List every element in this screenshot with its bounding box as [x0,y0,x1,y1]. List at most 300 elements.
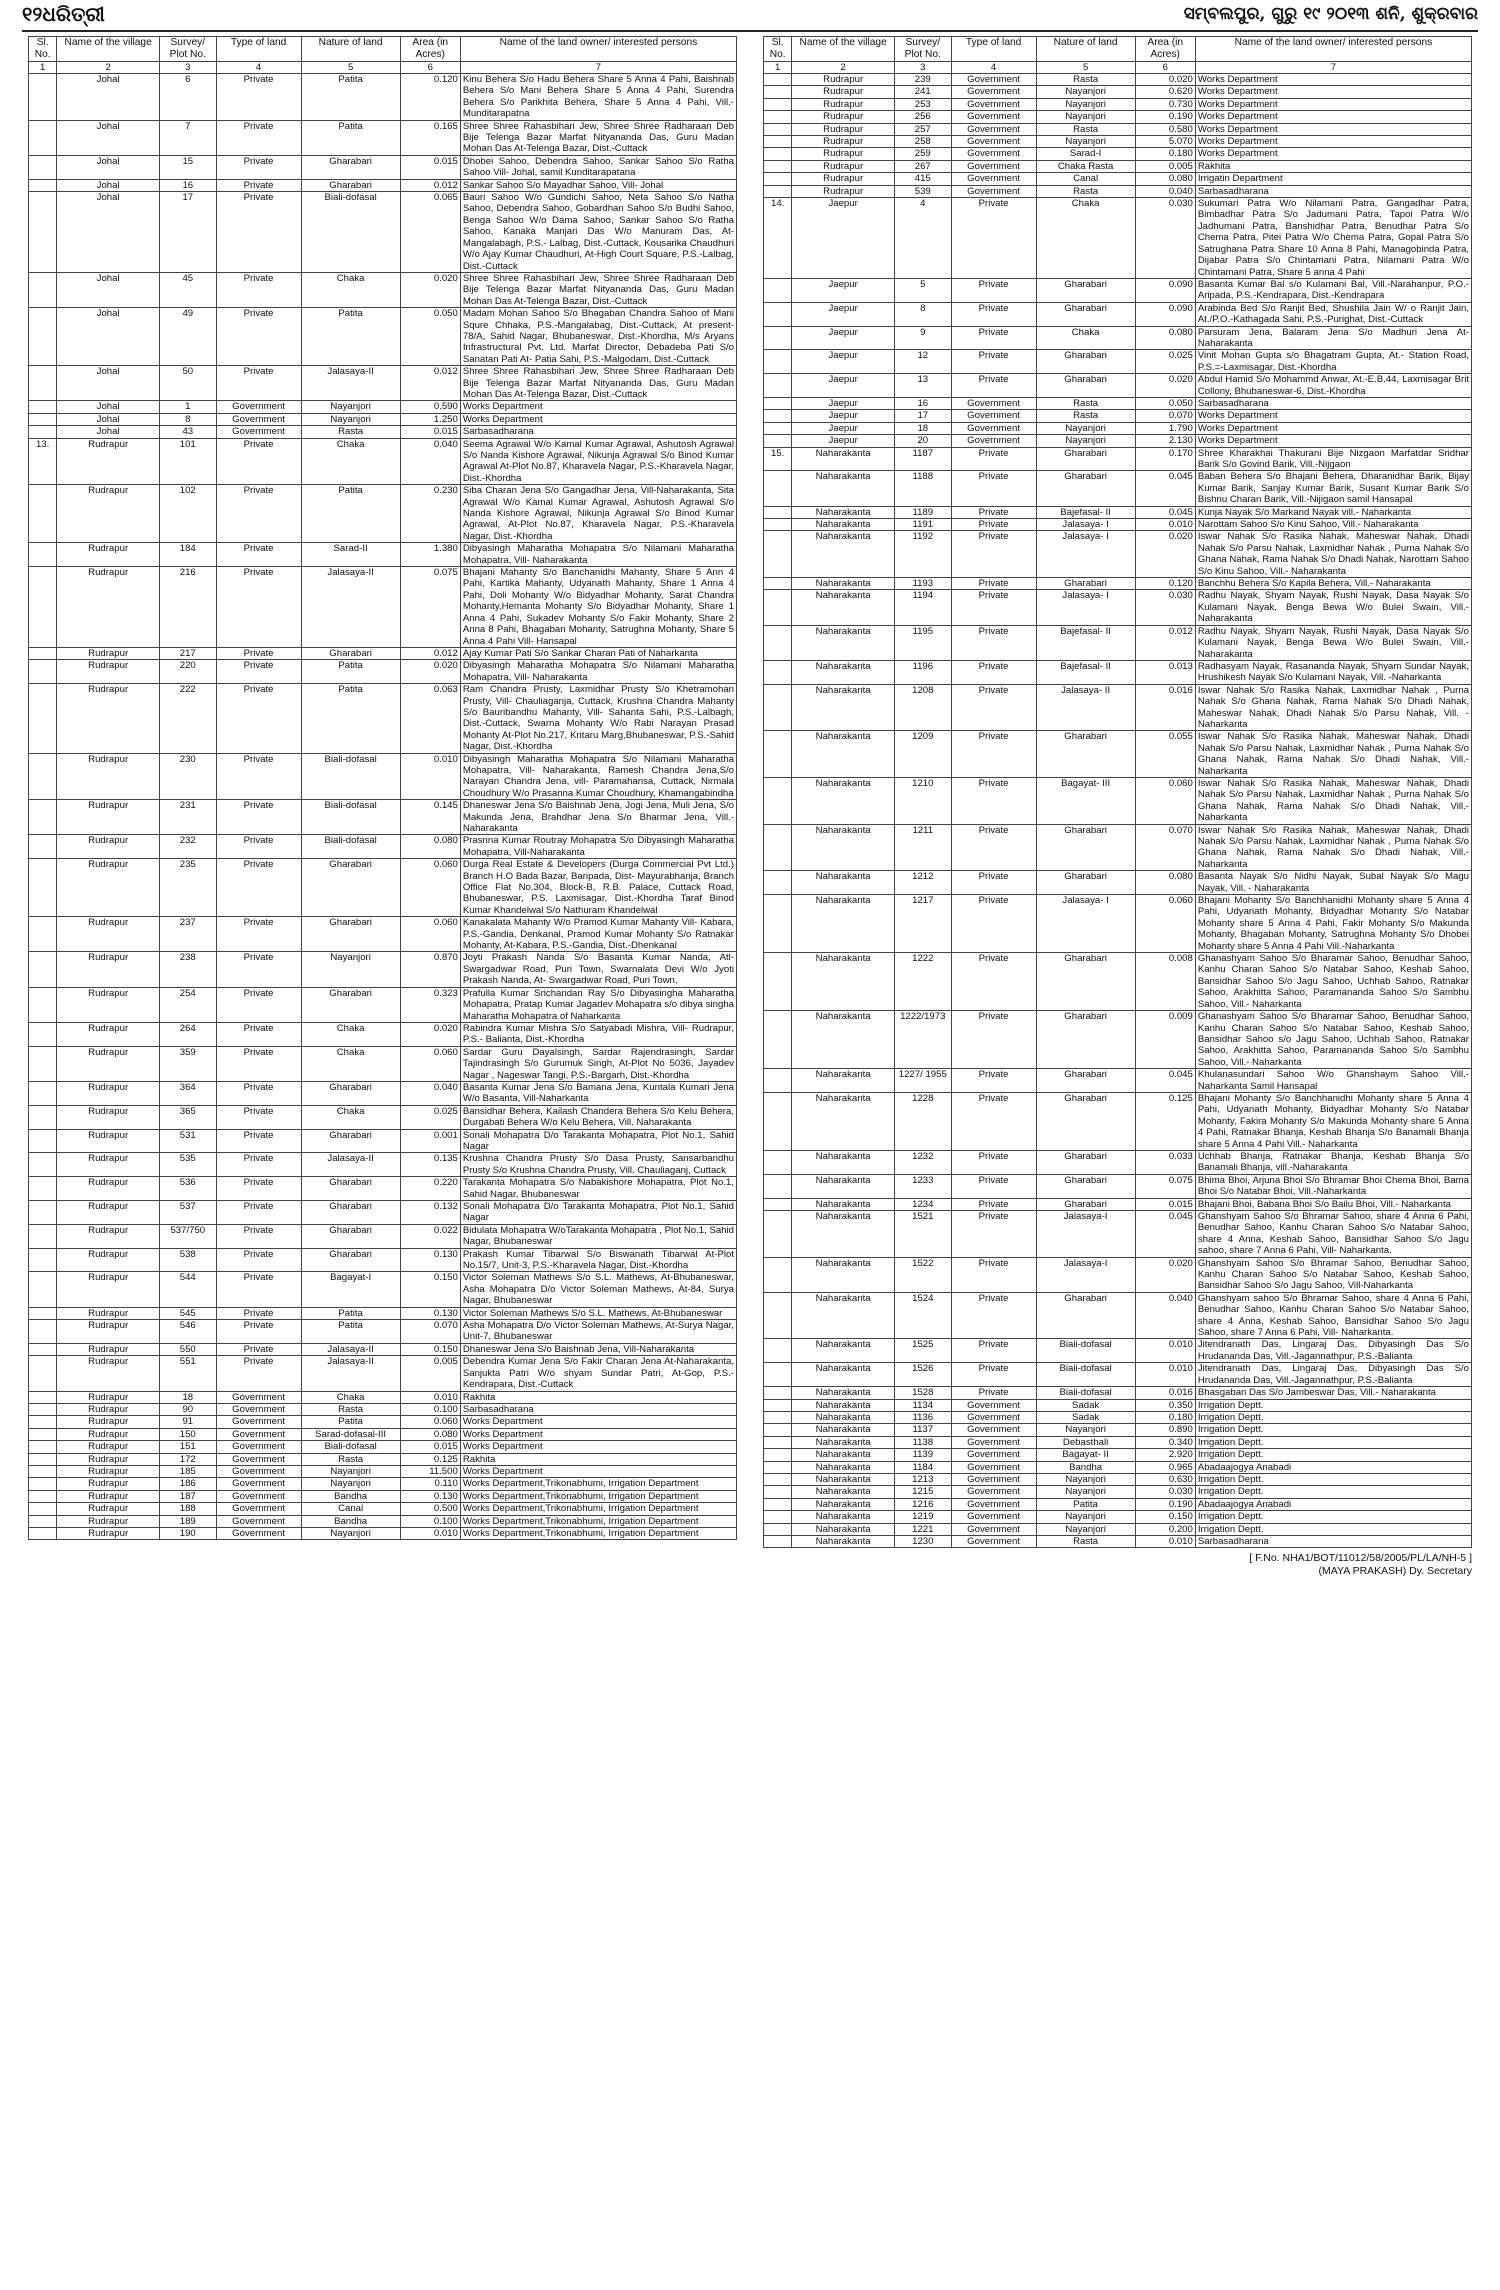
sl-cell [29,1307,57,1319]
plot-cell: 151 [159,1441,216,1453]
owner-cell: Uchhab Bhanja, Ratnakar Bhanja, Keshab Bhanja S/o Banamali Bhanja, vill.-Naharakanta [1195,1150,1471,1174]
type-cell: Private [216,120,301,155]
plot-cell: 546 [159,1320,216,1344]
plot-cell: 1195 [894,625,951,660]
type-cell: Private [951,506,1036,518]
plot-cell: 13 [894,374,951,398]
type-cell: Government [951,410,1036,422]
plot-cell: 5 [894,278,951,302]
nature-cell: Gharabari [1036,871,1135,895]
table-row [29,1177,737,1201]
village-cell: Rudrapur [792,111,895,123]
table-row [29,1428,737,1440]
table-row [764,506,1472,518]
sl-cell: 15. [764,447,792,471]
table-row [29,308,737,366]
area-cell: 0.040 [1135,185,1195,197]
table-row [764,1461,1472,1473]
type-cell: Government [216,1403,301,1415]
plot-cell: 550 [159,1343,216,1355]
plot-cell: 222 [159,684,216,753]
nature-cell: Gharabari [1036,1011,1135,1069]
type-cell: Private [216,74,301,121]
area-cell: 0.015 [400,155,460,179]
plot-cell: 1134 [894,1399,951,1411]
plot-cell: 187 [159,1490,216,1502]
sl-cell [764,1473,792,1485]
owner-cell: Radhu Nayak, Shyam Nayak, Rushi Nayak, Dasa Nayak S/o Kulamani Nayak, Benga Bewa W/o Bulei Swain, Vill.-Naharakanta [1195,625,1471,660]
village-cell: Naharakanta [792,1535,895,1547]
nature-cell: Gharabari [1036,302,1135,326]
village-cell: Rudrapur [57,859,160,917]
village-cell: Rudrapur [57,1356,160,1391]
header-sl: Sl. No. [29,37,57,62]
area-cell: 0.040 [400,1081,460,1105]
table-header-row [29,37,737,62]
type-cell: Government [216,1490,301,1502]
village-cell: Rudrapur [792,160,895,172]
area-cell: 0.120 [1135,578,1195,590]
nature-cell: Patita [301,485,400,543]
area-cell: 0.180 [1135,1411,1195,1423]
area-cell: 0.080 [400,1428,460,1440]
nature-cell: Rasta [1036,1535,1135,1547]
owner-cell: Irrigation Deptt. [1195,1473,1471,1485]
village-cell: Naharakanta [792,1399,895,1411]
type-cell: Government [216,1478,301,1490]
plot-cell: 184 [159,543,216,567]
plot-cell: 1 [159,401,216,413]
column-number-row [764,62,1472,74]
village-cell: Naharakanta [792,1174,895,1198]
village-cell: Jaepur [792,326,895,350]
type-cell: Private [216,155,301,179]
type-cell: Private [216,835,301,859]
sl-cell [764,1424,792,1436]
area-cell: 0.180 [1135,148,1195,160]
type-cell: Government [951,422,1036,434]
area-cell: 1.380 [400,543,460,567]
sl-cell [764,660,792,684]
plot-cell: 18 [894,422,951,434]
table-row [764,1092,1472,1150]
plot-cell: 1188 [894,471,951,506]
plot-cell: 1136 [894,1411,951,1423]
plot-cell: 91 [159,1416,216,1428]
type-cell: Government [216,1453,301,1465]
owner-cell: Irrigation Deptt. [1195,1511,1471,1523]
area-cell: 5.070 [1135,136,1195,148]
plot-cell: 230 [159,753,216,800]
owner-cell: Siba Charan Jena S/o Gangadhar Jena, Vill-Naharakanta, Sita Agrawal W/o Kamal Kumar Agrawal, Ashutosh Agrawal S/o Nanda Kishore Agrawal, Nikunja Agrawal S/o Binod Kumar Agrawal, At-Plot No.87, Kharavela Nagar, P.S.-Kharavela Nagar, Dist.-Khordha [460,485,736,543]
plot-cell: 9 [894,326,951,350]
plot-cell: 1192 [894,531,951,578]
village-cell: Naharakanta [792,506,895,518]
owner-cell: Shree Shree Rahasbihari Jew, Shree Shree Radharaan Deb Bije Telenga Bazar Marfat Nityananda Das, Guru Madan Mohan Das At-Telenga Bazar, Dist.-Cuttack [460,366,736,401]
owner-cell: Irrigatin Department [1195,173,1471,185]
nature-cell: Sarad-II [301,543,400,567]
village-cell: Naharakanta [792,953,895,1011]
table-row [764,148,1472,160]
sl-cell [764,397,792,409]
plot-cell: 1216 [894,1498,951,1510]
plot-cell: 1524 [894,1292,951,1339]
plot-cell: 90 [159,1403,216,1415]
village-cell: Naharakanta [792,1292,895,1339]
nature-cell: Gharabari [301,1177,400,1201]
table-row [764,1411,1472,1423]
nature-cell: Jalasaya-II [301,567,400,648]
village-cell: Naharakanta [792,1257,895,1292]
owner-cell: Sonali Mohapatra D/o Tarakanta Mohapatra, Plot No.1, Sahid Nagar [460,1129,736,1153]
table-row [764,1069,1472,1093]
plot-cell: 364 [159,1081,216,1105]
nature-cell: Patita [1036,1498,1135,1510]
nature-cell: Patita [301,1307,400,1319]
col-num: 2 [792,62,895,74]
owner-cell: Kanakalata Mahanty W/o Pramod Kumar Mahanty Vill- Kabara, P.S.-Gandia, Denkanal, Pramod Kumar Mohanty S/o Ratnakar Mohanty, At-Kabara, P.S.-Gandia, Dist.-Dhenkanal [460,917,736,952]
village-cell: Rudrapur [57,1272,160,1307]
area-cell: 0.090 [1135,278,1195,302]
village-cell: Rudrapur [792,86,895,98]
table-row [764,198,1472,279]
sl-cell [764,148,792,160]
area-cell: 11.500 [400,1465,460,1477]
table-row [764,185,1472,197]
area-cell: 0.125 [400,1453,460,1465]
table-row [29,1129,737,1153]
left-land-table [28,36,737,1540]
sl-cell [764,1363,792,1387]
plot-cell: 17 [159,192,216,273]
area-cell: 1.250 [400,413,460,425]
plot-cell: 239 [894,74,951,86]
sl-cell [764,1069,792,1093]
area-cell: 0.012 [400,366,460,401]
plot-cell: 232 [159,835,216,859]
type-cell: Private [216,1129,301,1153]
owner-cell: Dhaneswar Jena S/o Baishnab Jena, Jogi Jena, Muli Jena, S/o Makunda Jena, Brahdhar Jena S/o Bharmar Jena, Vill.- Naharakanta [460,800,736,835]
table-row [764,1535,1472,1547]
nature-cell: Sadak [1036,1399,1135,1411]
plot-cell: 365 [159,1105,216,1129]
type-cell: Government [951,136,1036,148]
area-cell: 0.150 [400,1343,460,1355]
sl-cell [29,1224,57,1248]
sl-cell [764,953,792,1011]
plot-cell: 7 [159,120,216,155]
village-cell: Naharakanta [792,895,895,953]
village-cell: Johal [57,74,160,121]
village-cell: Naharakanta [792,1461,895,1473]
plot-cell: 1233 [894,1174,951,1198]
plot-cell: 1194 [894,590,951,625]
village-cell: Rudrapur [57,917,160,952]
village-cell: Johal [57,413,160,425]
sl-cell [29,952,57,987]
owner-cell: Basanta Nayak S/o Nidhi Nayak, Subal Nayak S/o Magu Nayak, Vill. - Naharakanta [1195,871,1471,895]
plot-cell: 216 [159,567,216,648]
sl-cell [764,160,792,172]
table-row [764,824,1472,871]
table-row [29,366,737,401]
village-cell: Rudrapur [57,1201,160,1225]
owner-cell: Khulanasundari Sahoo W/o Ghanshaym Sahoo Vill.-Naharkanta Samil Hansapal [1195,1069,1471,1093]
area-cell: 0.010 [1135,519,1195,531]
owner-cell: Works Department [460,401,736,413]
table-row [764,1449,1472,1461]
owner-cell: Bhajani Mohanty S/o Banchhanidhi Mohanty share 5 Anna 4 Pahi, Udyanath Mohanty, Bidyadhar Mohanty S/o Natabar Mohanty, Fakira Mohanty S/o Makunda Mohanty share 5 Anna 4 Pahi, Ratnakar Bhanja, Keshab Bhanja S/o Banamali Bhanja share 5 Anna 4 Pahi Vill.- Naharkanta [1195,1092,1471,1150]
area-cell: 0.125 [1135,1092,1195,1150]
area-cell: 0.030 [1135,1486,1195,1498]
sl-cell [29,1022,57,1046]
owner-cell: Dibyasingh Maharatha Mohapatra S/o Nilamani Maharatha Mohapatra, Vill- Naharakanta [460,660,736,684]
sl-cell [764,519,792,531]
sl-cell [764,1399,792,1411]
plot-cell: 4 [894,198,951,279]
nature-cell: Gharabari [301,179,400,191]
header-type: Type of land [216,37,301,62]
header-nature: Nature of land [301,37,400,62]
area-cell: 0.001 [400,1129,460,1153]
plot-cell: 1234 [894,1198,951,1210]
table-row [29,567,737,648]
owner-cell: Jitendranath Das, Lingaraj Das, Dibyasingh Das S/o Hrudananda Das, Vill.-Jagannathpur, P.S.-Balianta [1195,1339,1471,1363]
owner-cell: Abadaajogya Anabadi [1195,1461,1471,1473]
nature-cell: Canal [1036,173,1135,185]
nature-cell: Chaka [1036,326,1135,350]
area-cell: 0.005 [400,1356,460,1391]
plot-cell: 1213 [894,1473,951,1485]
area-cell: 0.590 [400,401,460,413]
area-cell: 0.010 [400,1527,460,1539]
type-cell: Private [216,192,301,273]
sl-cell [29,192,57,273]
owner-cell: Works Department [1195,111,1471,123]
nature-cell: Nayanjori [301,1478,400,1490]
sl-cell [29,272,57,307]
sl-cell [29,1129,57,1153]
table-row [764,86,1472,98]
owner-cell: Vinit Mohan Gupta s/o Bhagatram Gupta, At.- Station Road, P.S.=-Laxmisagar, Dist.-Khordha [1195,350,1471,374]
plot-cell: 1196 [894,660,951,684]
owner-cell: Works Department [1195,98,1471,110]
owner-cell: Iswar Nahak S/o Rasika Nahak, Maheswar Nahak, Dhadi Nahak S/o Parsu Nahak, Laxmidhar Nahak , Purna Nahak S/o Ghana Nahak, Rama Nahak S/o Dhadi Nahak, Vill.- Naharkanta [1195,777,1471,824]
sl-cell [29,1153,57,1177]
type-cell: Government [951,1511,1036,1523]
table-row [764,578,1472,590]
plot-cell: 50 [159,366,216,401]
sl-cell [764,1436,792,1448]
sl-cell: 14. [764,198,792,279]
area-cell: 0.030 [1135,590,1195,625]
nature-cell: Rasta [1036,397,1135,409]
owner-cell: Asha Mohapatra D/o Victor Soleman Mathews, At-Surya Nagar, Unit-7, Bhubaneswar [460,1320,736,1344]
area-cell: 0.020 [400,272,460,307]
table-row [764,397,1472,409]
type-cell: Government [951,435,1036,447]
type-cell: Private [951,625,1036,660]
owner-cell: Basanta Kumar Bal s/o Kulamani Bal, Vill.-Narahanpur, P.O.-Aripada, P.S.-Kendrapara, Dist.-Kendrapara [1195,278,1471,302]
plot-cell: 258 [894,136,951,148]
area-cell: 0.009 [1135,1011,1195,1069]
plot-cell: 256 [894,111,951,123]
owner-cell: Ajay Kumar Pati S/o Sankar Charan Pati of Naharkanta [460,647,736,659]
plot-cell: 102 [159,485,216,543]
area-cell: 0.132 [400,1201,460,1225]
col-num: 7 [1195,62,1471,74]
type-cell: Government [216,1515,301,1527]
area-cell: 0.190 [1135,111,1195,123]
village-cell: Jaepur [792,278,895,302]
type-cell: Private [216,1046,301,1081]
area-cell: 0.022 [400,1224,460,1248]
type-cell: Private [216,1320,301,1344]
notice-footer [763,1552,1472,1578]
owner-cell: Victor Soleman Mathews S/o S.L. Mathews, At-Bhubaneswar [460,1307,736,1319]
village-cell: Rudrapur [57,1428,160,1440]
village-cell: Rudrapur [57,835,160,859]
owner-cell: Iswar Nahak S/o Rasika Nahak, Maheswar Nahak, Dhadi Nahak S/o Parsu Nahak, Laxmidhar Nahak , Purna Nahak S/o Ghana Nahak, Rama Nahak S/o Dhadi Nahak, Vill.- Naharkanta [1195,731,1471,778]
area-cell: 0.130 [400,1248,460,1272]
village-cell: Rudrapur [792,173,895,185]
plot-cell: 1138 [894,1436,951,1448]
sl-cell [29,1478,57,1490]
plot-cell: 257 [894,123,951,135]
plot-cell: 545 [159,1307,216,1319]
type-cell: Private [216,1272,301,1307]
owner-cell: Abadaajogya Anabadi [1195,1498,1471,1510]
area-cell: 0.090 [1135,302,1195,326]
nature-cell: Rasta [301,1453,400,1465]
type-cell: Government [951,98,1036,110]
table-header-row [764,37,1472,62]
village-cell: Rudrapur [57,1177,160,1201]
table-row [29,426,737,438]
type-cell: Government [951,173,1036,185]
table-row [29,1248,737,1272]
nature-cell: Gharabari [301,155,400,179]
table-row [764,625,1472,660]
plot-cell: 544 [159,1272,216,1307]
nature-cell: Nayanjori [1036,136,1135,148]
type-cell: Private [951,447,1036,471]
table-row [764,1498,1472,1510]
table-row [29,1022,737,1046]
village-cell: Rudrapur [57,1465,160,1477]
nature-cell: Patita [301,308,400,366]
area-cell: 0.015 [1135,1198,1195,1210]
area-cell: 0.025 [400,1105,460,1129]
village-cell: Naharakanta [792,625,895,660]
type-cell: Government [951,148,1036,160]
village-cell: Rudrapur [57,1081,160,1105]
sl-cell [29,1465,57,1477]
table-row [29,1490,737,1502]
type-cell: Government [951,1411,1036,1423]
type-cell: Private [216,179,301,191]
type-cell: Private [951,1257,1036,1292]
table-row [764,531,1472,578]
owner-cell: Works Department,Trikonabhumi, Irrigation Department [460,1478,736,1490]
nature-cell: Gharabari [1036,1150,1135,1174]
owner-cell: Works Department,Trikonabhumi, Irrigation Department [460,1503,736,1515]
type-cell: Private [951,660,1036,684]
table-row [764,1292,1472,1339]
plot-cell: 12 [894,350,951,374]
type-cell: Private [216,800,301,835]
area-cell: 0.020 [1135,74,1195,86]
type-cell: Private [951,374,1036,398]
type-cell: Private [951,471,1036,506]
type-cell: Government [216,1391,301,1403]
plot-cell: 1193 [894,578,951,590]
village-cell: Rudrapur [57,1490,160,1502]
nature-cell: Rasta [301,1403,400,1415]
type-cell: Private [216,485,301,543]
type-cell: Government [216,1465,301,1477]
sl-cell [764,471,792,506]
plot-cell: 1228 [894,1092,951,1150]
type-cell: Government [216,1527,301,1539]
owner-cell: Irrigation Deptt. [1195,1449,1471,1461]
sl-cell [29,74,57,121]
owner-cell: Ghanashyam Sahoo S/o Bharamar Sahoo, Benudhar Sahoo, Kanhu Charan Sahoo S/o Natabar Sahoo, Keshab Sahoo, Bansidhar Sahoo S/o Jagu Sahoo, Uchhab Sahoo, Ratnakar Sahoo, Arakhitta Sahoo, Paramananda Sahoo S/o Sambhu Sahoo, Vill.- Naharkanta [1195,953,1471,1011]
table-row [764,1339,1472,1363]
nature-cell: Bagayat- III [1036,777,1135,824]
nature-cell: Jalasaya- I [1036,531,1135,578]
area-cell: 0.075 [400,567,460,648]
village-cell: Naharakanta [792,1363,895,1387]
village-cell: Naharakanta [792,777,895,824]
village-cell: Naharakanta [792,731,895,778]
sl-cell [764,111,792,123]
nature-cell: Patita [301,660,400,684]
area-cell: 0.080 [400,835,460,859]
village-cell: Naharakanta [792,1011,895,1069]
type-cell: Private [951,895,1036,953]
owner-cell: Prafulla Kumar Srichandan Ray S/o Dibyasingha Maharatha Mohapatra, Pratap Kumar Jagadev Mohapatra s/o dibya singha Maharatha Mohapatra of Naharkanta [460,987,736,1022]
area-cell: 0.010 [1135,1535,1195,1547]
owner-cell: Works Department [1195,123,1471,135]
village-cell: Naharakanta [792,1092,895,1150]
area-cell: 0.060 [400,1046,460,1081]
type-cell: Private [951,1174,1036,1198]
type-cell: Government [951,1424,1036,1436]
village-cell: Naharakanta [792,1511,895,1523]
type-cell: Private [951,578,1036,590]
owner-cell: Narottam Sahoo S/o Kinu Sahoo, Vill.- Naharakanta [1195,519,1471,531]
sl-cell [29,1046,57,1081]
village-cell: Rudrapur [57,1453,160,1465]
area-cell: 0.165 [400,120,460,155]
village-cell: Naharakanta [792,1339,895,1363]
table-row [764,74,1472,86]
table-row [29,917,737,952]
owner-cell: Prakash Kumar Tibarwal S/o Biswanath Tibarwal At-Plot No.15/7, Unit-3, P.S.-Kharavela Nagar, Dist.-Khordha [460,1248,736,1272]
type-cell: Government [951,1486,1036,1498]
owner-cell: Victor Soleman Mathews S/o S.L. Mathews, At-Bhubaneswar, Asha Mohapatra D/o Victor Soleman Mathews, At-84, Surya Nagar, Bhubaneswar [460,1272,736,1307]
sl-cell [29,1177,57,1201]
sl-cell [29,1105,57,1129]
owner-cell: Krushna Chandra Prusty S/o Dasa Prusty, Sansarbandhu Prusty S/o Krushna Chandra Prusty, Vill. Chauliaganj, Cuttack [460,1153,736,1177]
table-row [764,684,1472,731]
table-row [29,859,737,917]
owner-cell: Ghanshyam sahoo S/o Bhramar Sahoo, share 4 Anna 6 Pahi, Benudhar Sahoo, Kanhu Charan Sahoo S/o Natabar Sahoo, share 4 Anna, Keshab Sahoo, Bansidhar Sahoo S/o Jagu Sahoo, share 7 Anna 6 Pahi, Vill- Naharkanta. [1195,1292,1471,1339]
owner-cell: Bhajani Mohanty S/o Banchhanidhi Mohanty share 5 Anna 4 Pahi, Udyanath Mohanty, Bidyadhar Mohanty S/o Natabar Mohanty share 5 Anna 4 Pahi, Fakir Mohanty S/o Makunda Mohanty, Bhagaban Mohanty, Satrughna Mohanty S/o Dhobei Mohanty share 5 Anna 4 Pahi Vill.-Naharkanta [1195,895,1471,953]
table-row [764,160,1472,172]
village-cell: Rudrapur [57,987,160,1022]
